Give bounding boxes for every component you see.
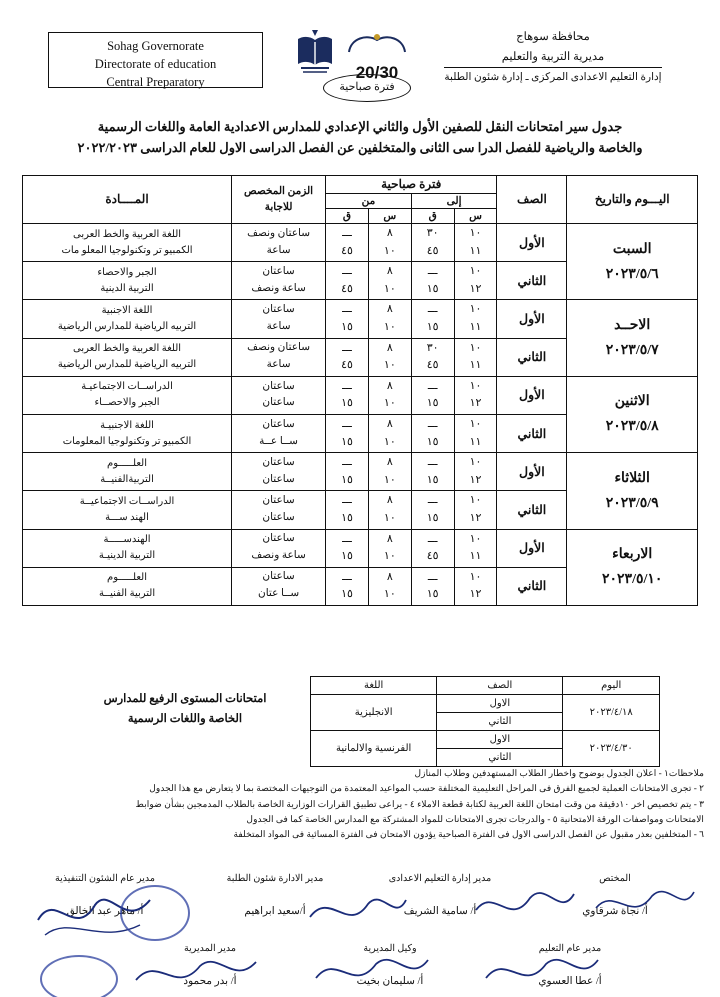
sec-grade-1-0: الاول <box>437 731 563 749</box>
day-cell-3 <box>567 453 698 529</box>
from-h-2-0: ٨ ١٠ <box>368 376 411 414</box>
note-1: ملاحظات١ - اعلان الجدول بوضوح واخطار الطلاب المستهدفين وطلاب المنازل <box>414 768 704 778</box>
note-2: ٢ - تجرى الامتحانات العملية لجميع الفرق فى المراحل التعليمية المختلفة حسب المواعيد المعتمدة من التوجيهات المختصة بما لا يتعارض مع هذا الجدول <box>149 783 704 794</box>
header-ar-line-3: إدارة التعليم الاعدادى المركزى ـ إدارة شئون الطلبة <box>444 67 661 87</box>
day-name-0: السبت <box>612 241 652 257</box>
grade-cell-0-1: الثاني <box>497 262 567 300</box>
signature-name-prep-education: أ/ سامية الشريف <box>403 906 477 918</box>
duration-4-0: ساعتان ساعة ونصف <box>232 529 326 567</box>
signature-name-executive: أ/ ماهر عبد الخالق <box>66 906 144 918</box>
subject-4-1: العلـــــوم التربية الفنيــة <box>23 567 232 605</box>
to-m-3-1: ـــ ١٥ <box>411 491 454 529</box>
note-3: ٣ - يتم تخصيص اخر ١٠دقيقة من وقت امتحان اللغة العربية لكتابة قطعة الاملاء ٤ - يراعى تطبيق القرارات الوزارية الخاصة بالطلاب المدمجين بشأن ضوابط <box>135 798 704 809</box>
signature-block-student-affairs <box>200 872 350 920</box>
to-m-2-0: ـــ ١٥ <box>411 376 454 414</box>
table-row <box>23 300 698 338</box>
signature-name-directorate-head: أ/ بدر محمود <box>183 976 237 988</box>
col-subject: المــــادة <box>23 176 232 224</box>
duration-2-0: ساعتان ساعتان <box>232 376 326 414</box>
subject-4-0: الهندســـــة التربية الدينيـة <box>23 529 232 567</box>
day-date-3: ٢٠٢٣/٥/٩ <box>605 495 659 511</box>
note-5: ٦ - المتخلفين بعذر مقبول عن الفصل الدراسى الاول فى الفترة الصباحية يؤدون الامتحان فى الفترة المسائية فى المواد المتخلفة <box>233 829 704 839</box>
sec-grade-0-0: الاول <box>437 695 563 713</box>
to-m-1-0: ـــ ١٥ <box>411 300 454 338</box>
signature-block-specialist <box>540 872 690 920</box>
to-h-3-0: ١٠ ١٢ <box>454 453 497 491</box>
to-m-0-0: ٣٠ ٤٥ <box>411 224 454 262</box>
signature-block-directorate-head <box>130 942 290 990</box>
grade-cell-1-0: الأول <box>497 300 567 338</box>
col-duration: الزمن المخصص للاجابة <box>232 176 326 224</box>
signature-name-specialist: أ/ نجاة شرقاوي <box>582 906 648 918</box>
note-4: الامتحانات ومواصفات الورقة الامتحانية ٥ - والدرجات تجرى الامتحانات للمواد المشتركة مع المدارس الخاصة كما فى الجدول <box>246 813 704 824</box>
to-h-1-1: ١٠ ١١ <box>454 338 497 376</box>
from-m-3-0: ـــ ١٥ <box>326 453 369 491</box>
col-grade: الصف <box>497 176 567 224</box>
sec-note-line-1: امتحانات المستوى الرفيع للمدارس <box>103 693 267 705</box>
grade-cell-4-0: الأول <box>497 529 567 567</box>
signature-role-executive: مدير عام الشئون التنفيذية <box>55 874 155 884</box>
subject-1-0: اللغة الاجنبية التربيه الرياضية للمدارس الرياضية <box>23 300 232 338</box>
day-name-3: الثلاثاء <box>614 470 650 486</box>
duration-0-1: ساعتان ساعة ونصف <box>232 262 326 300</box>
from-m-3-1: ـــ ١٥ <box>326 491 369 529</box>
col-to-minute: ق <box>411 209 454 224</box>
day-cell-1 <box>567 300 698 376</box>
exam-schedule-table <box>22 175 698 606</box>
sec-header-row <box>311 677 660 695</box>
grade-cell-3-0: الأول <box>497 453 567 491</box>
signature-role-specialist: المختص <box>599 874 631 884</box>
from-h-3-1: ٨ ١٠ <box>368 491 411 529</box>
signature-role-directorate-head: مدير المديرية <box>184 944 236 954</box>
from-h-0-0: ٨ ١٠ <box>368 224 411 262</box>
high-level-exams-section <box>60 676 660 767</box>
table-row <box>311 695 660 713</box>
sec-col-day: اليوم <box>563 677 660 695</box>
header-center-logos <box>285 24 435 104</box>
day-date-2: ٢٠٢٣/٥/٨ <box>605 419 659 435</box>
day-name-2: الاثنين <box>614 394 650 410</box>
duration-1-0: ساعتان ساعة <box>232 300 326 338</box>
from-h-3-0: ٨ ١٠ <box>368 453 411 491</box>
to-m-2-1: ـــ ١٥ <box>411 414 454 452</box>
from-m-2-0: ـــ ١٥ <box>326 376 369 414</box>
from-h-4-1: ٨ ١٠ <box>368 567 411 605</box>
from-h-1-0: ٨ ١٠ <box>368 300 411 338</box>
col-day-date: اليـــوم والتاريخ <box>567 176 698 224</box>
duration-3-1: ساعتان ساعتان <box>232 491 326 529</box>
from-h-1-1: ٨ ١٠ <box>368 338 411 376</box>
signature-block-deputy <box>310 942 470 990</box>
sec-note-line-2: الخاصة واللغات الرسمية <box>127 712 243 725</box>
sec-grade-1-1: الثاني <box>437 749 563 767</box>
duration-3-0: ساعتان ساعتان <box>232 453 326 491</box>
to-h-0-0: ١٠ ١١ <box>454 224 497 262</box>
period-badge: فترة صباحية <box>323 74 411 102</box>
from-m-0-0: ـــ ٤٥ <box>326 224 369 262</box>
signature-role-general-education: مدير عام التعليم <box>538 944 602 954</box>
sec-col-language: اللغة <box>311 677 437 695</box>
to-m-4-0: ـــ ٤٥ <box>411 529 454 567</box>
from-m-0-1: ـــ ٤٥ <box>326 262 369 300</box>
to-m-3-0: ـــ ١٥ <box>411 453 454 491</box>
table-row <box>23 529 698 567</box>
subject-2-1: اللغة الاجنبيـة الكمبيو تر وتكنولوجيا المعلومات <box>23 414 232 452</box>
official-stamp-2 <box>40 955 118 997</box>
header-english-box <box>48 32 263 88</box>
from-m-4-1: ـــ ١٥ <box>326 567 369 605</box>
subject-2-0: الدراســات الاجتماعيـة الجبر والاحصــاء <box>23 376 232 414</box>
to-h-2-1: ١٠ ١١ <box>454 414 497 452</box>
sec-col-grade: الصف <box>437 677 563 695</box>
duration-1-1: ساعتان ونصف ساعة <box>232 338 326 376</box>
signature-block-general-education <box>490 942 650 990</box>
header-ar-line-2: مديرية التربية والتعليم <box>501 50 605 63</box>
day-name-4: الاربعاء <box>612 547 653 562</box>
document-header <box>0 24 720 114</box>
from-m-1-1: ـــ ٤٥ <box>326 338 369 376</box>
to-m-0-1: ـــ ١٥ <box>411 262 454 300</box>
to-h-4-1: ١٠ ١٢ <box>454 567 497 605</box>
table-header <box>23 176 698 224</box>
day-cell-0 <box>567 224 698 300</box>
header-arabic-block <box>428 28 678 88</box>
signature-role-prep-education: مدير إدارة التعليم الاعدادى <box>388 874 492 884</box>
from-h-2-1: ٨ ١٠ <box>368 414 411 452</box>
header-en-line-1: Sohag Governorate <box>107 39 204 53</box>
day-date-4: ٢٠٢٣/٥/١٠ <box>601 572 663 588</box>
vision-2030-number: 20/30 <box>355 63 399 82</box>
from-m-4-0: ـــ ١٥ <box>326 529 369 567</box>
signature-name-general-education: أ/ عطا العسوي <box>538 976 602 988</box>
table-row <box>23 224 698 262</box>
day-cell-2 <box>567 376 698 452</box>
header-en-line-2: Directorate of education <box>94 57 217 72</box>
sec-grade-0-1: الثاني <box>437 713 563 731</box>
official-stamp-1 <box>120 885 190 941</box>
table-body <box>23 224 698 606</box>
sec-day-0: ٢٠٢٣/٤/١٨ <box>563 695 660 731</box>
col-to-hour: س <box>454 209 497 224</box>
subject-3-1: الدراســات الاجتماعيــة الهند ســـة <box>23 491 232 529</box>
to-m-4-1: ـــ ١٥ <box>411 567 454 605</box>
grade-cell-1-1: الثاني <box>497 338 567 376</box>
to-m-1-1: ٣٠ ٤٥ <box>411 338 454 376</box>
to-h-0-1: ١٠ ١٢ <box>454 262 497 300</box>
col-from-hour: س <box>368 209 411 224</box>
to-h-1-0: ١٠ ١١ <box>454 300 497 338</box>
day-date-0: ٢٠٢٣/٥/٦ <box>605 266 659 282</box>
open-book-icon <box>293 30 337 76</box>
grade-cell-2-0: الأول <box>497 376 567 414</box>
day-name-1: الاحــد <box>614 317 651 333</box>
table-header-row-1 <box>23 176 698 194</box>
header-en-line-3: Central Preparatory <box>106 75 205 90</box>
subject-0-1: الجبر والاحصاء التربية الدينية <box>23 262 232 300</box>
to-h-2-0: ١٠ ١٢ <box>454 376 497 414</box>
col-to: إلى <box>411 194 497 209</box>
day-date-1: ٢٠٢٣/٥/٧ <box>605 343 659 359</box>
high-level-exams-note <box>70 690 300 729</box>
page-title-line-1: جدول سير امتحانات النقل للصفين الأول والثاني الإعدادي للمدارس الاعدادية العامة واللغات الرسمية <box>97 119 623 134</box>
from-h-4-0: ٨ ١٠ <box>368 529 411 567</box>
col-from-minute: ق <box>326 209 369 224</box>
signature-block-prep-education <box>360 872 520 920</box>
col-from: من <box>326 194 412 209</box>
to-h-3-1: ١٠ ١٢ <box>454 491 497 529</box>
to-h-4-0: ١٠ ١١ <box>454 529 497 567</box>
sec-lang-1: الفرنسية والالمانية <box>311 731 437 767</box>
grade-cell-4-1: الثاني <box>497 567 567 605</box>
signature-role-student-affairs: مدير الادارة شئون الطلبة <box>226 874 324 884</box>
notes-section <box>20 766 704 842</box>
page-title <box>0 116 720 159</box>
day-cell-4 <box>567 529 698 605</box>
high-level-exams-table <box>310 676 660 767</box>
vision-2030-logo <box>345 32 409 82</box>
grade-cell-2-1: الثاني <box>497 414 567 452</box>
table-row <box>311 731 660 749</box>
signature-role-deputy: وكيل المديرية <box>363 944 417 954</box>
duration-4-1: ساعتان ســا عتان <box>232 567 326 605</box>
subject-0-0: اللغة العربية والخط العربى الكمبيو تر وتكنولوجيا المعلو مات <box>23 224 232 262</box>
col-period: فترة صباحية <box>326 176 497 194</box>
sec-lang-0: الانجليزية <box>311 695 437 731</box>
from-h-0-1: ٨ ١٠ <box>368 262 411 300</box>
duration-2-1: ساعتان ســا عــة <box>232 414 326 452</box>
subject-3-0: العلـــــوم التربيةالفنيــة <box>23 453 232 491</box>
from-m-1-0: ـــ ١٥ <box>326 300 369 338</box>
table-row <box>23 453 698 491</box>
grade-cell-3-1: الثاني <box>497 491 567 529</box>
page-title-line-2: والخاصة والرياضية للفصل الدرا سى الثانى والمتخلفين عن الفصل الدراسى الاول للعام الدراسى ٢٠٢٢/٢٠٢٣ <box>77 140 643 156</box>
header-ar-line-1: محافظة سوهاج <box>516 31 590 43</box>
from-m-2-1: ـــ ١٥ <box>326 414 369 452</box>
sec-day-1: ٢٠٢٣/٤/٣٠ <box>563 731 660 767</box>
signature-name-student-affairs: أ/سعيد ابراهيم <box>244 906 306 918</box>
signature-name-deputy: أ/ سليمان بخيت <box>356 976 424 988</box>
grade-cell-0-0: الأول <box>497 224 567 262</box>
table-row <box>23 376 698 414</box>
subject-1-1: اللغة العربية والخط العربى التربيه الرياضية للمدارس الرياضية <box>23 338 232 376</box>
duration-0-0: ساعتان ونصف ساعة <box>232 224 326 262</box>
